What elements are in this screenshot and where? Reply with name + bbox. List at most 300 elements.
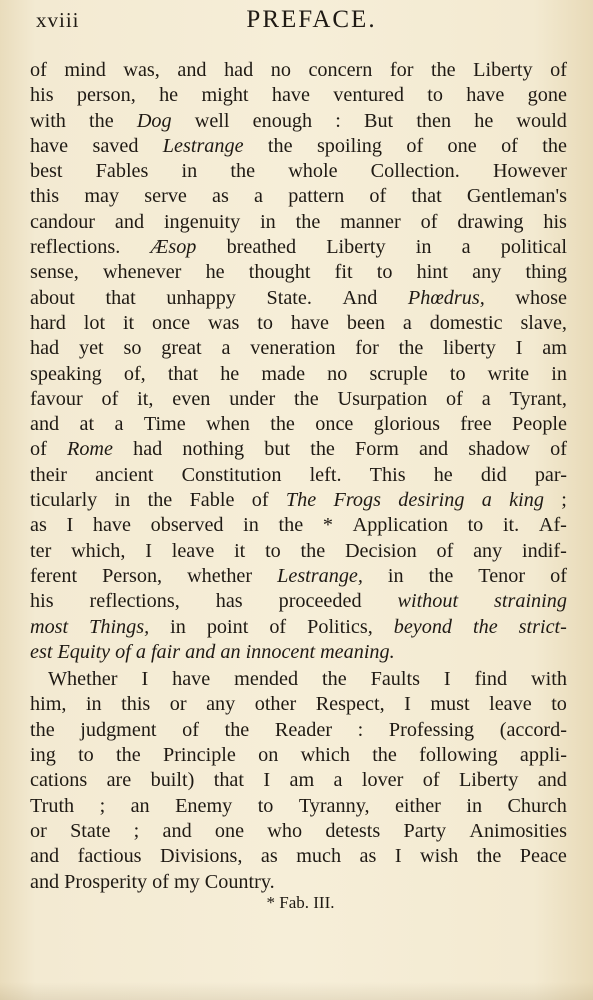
word: the [116,744,141,767]
word: lover [361,769,404,792]
text-line [30,640,567,665]
word: Phœdrus, [407,286,485,309]
word: Things, [89,615,150,638]
body-text [30,58,567,895]
word: enough [252,109,313,132]
word: no [327,362,348,385]
word: one [447,134,477,157]
word: in [243,514,259,537]
text-line [30,412,567,437]
word: I [394,845,402,868]
word: which [300,744,350,767]
text-line [30,311,567,336]
word: ticularly [30,489,98,512]
word: the [322,668,347,691]
word: and [537,769,567,792]
word: However [492,160,567,183]
word: either [394,794,441,817]
word: I [263,769,271,792]
word: then [416,109,452,132]
word: straining [494,590,567,613]
word: made [261,362,306,385]
word: Prosperity [64,870,148,893]
word: whether [187,564,253,587]
word: Form [355,438,399,461]
text-line [30,589,567,614]
word: he [205,261,225,284]
word: Church [507,794,567,817]
word: as [212,185,229,208]
word: with [531,668,567,691]
word: ; [561,489,567,512]
page-header [36,6,557,36]
word: Dog [136,109,172,132]
text-line [30,83,567,108]
word: par- [534,463,567,486]
word: any [473,539,503,562]
word: and [418,438,449,461]
word: leave [171,539,215,562]
word: the [278,514,304,537]
word: Party [403,819,447,842]
word: ingenuity [163,210,241,233]
word: following [419,744,498,767]
word: ferent [30,564,78,587]
word: Tyranny, [298,794,370,817]
word: it [234,539,246,562]
word: the [230,160,256,183]
word: speaking [30,362,102,385]
text-line [30,362,567,387]
word: Respect, [315,693,385,716]
word: find [474,668,508,691]
word: and [30,845,60,868]
word: as [359,845,377,868]
word: factious [77,845,142,868]
word: The [285,489,317,512]
word: to [257,794,274,817]
word: reflections, [89,590,180,613]
word: of [269,615,287,638]
word: the [294,387,319,410]
word: concern [308,59,373,81]
text-line [30,260,567,285]
word: person, [76,84,136,107]
word: Reader [274,718,333,741]
text-line [30,437,567,462]
word: or [169,693,187,716]
text-line [30,184,567,209]
text-line [30,387,567,412]
word: in [466,794,483,817]
word: much [296,845,342,868]
word: I [145,539,152,562]
word: nothing [182,438,245,461]
word: meaning. [320,640,395,663]
text-line [30,513,567,538]
word: Gentleman's [466,185,567,208]
word: But [364,109,394,132]
text-line [30,768,567,793]
word: of [369,185,387,208]
word: once [315,413,354,436]
word: manner [340,210,401,233]
word: pattern [288,185,345,208]
word: proceeded [278,590,362,613]
word: must [430,693,470,716]
word: a [221,337,231,360]
word: and [30,870,60,893]
word: in [170,615,186,638]
word: left. [309,463,342,486]
word: strict- [518,615,567,638]
word: yet [78,337,104,360]
word: State. [266,286,312,309]
word: of, [123,362,146,385]
word: at [79,413,95,436]
word: to [257,311,273,334]
word: shadow [468,438,530,461]
word: with [30,109,66,132]
word: that [213,769,244,792]
word: the [430,59,456,81]
text-line [30,109,567,134]
word: fit [334,261,353,284]
word: domestic [429,311,503,334]
word: beyond [393,615,453,638]
word: mind [64,59,106,81]
word: in [415,236,432,259]
word: had [30,337,60,360]
text-line [30,692,567,717]
word: and [177,59,207,81]
word: been [346,311,385,334]
word: have [271,84,310,107]
word: breathed [226,236,297,259]
text-line [30,615,567,640]
word: even [172,387,211,410]
word: detests [325,819,381,842]
word: Enemy [175,794,233,817]
word: in [551,362,567,385]
word: reflections. [30,236,121,259]
word: their [30,463,67,486]
word: of [30,438,47,461]
word: Constitution [181,463,282,486]
word: one [214,819,245,842]
word: (accord- [499,718,567,741]
word: : [357,718,364,741]
word: whenever [102,261,182,284]
text-line [30,564,567,589]
word: Application [352,514,448,537]
word: an [220,640,241,663]
word: am [542,337,567,360]
word: built) [150,769,195,792]
word: : [335,109,341,132]
text-line [30,870,567,895]
page-edge-shadow [0,982,593,1000]
word: as [30,514,47,537]
word: under [229,387,276,410]
word: the [30,718,55,741]
word: did [480,463,507,486]
word: a [481,387,491,410]
word: desiring [398,489,465,512]
word: best [30,160,63,183]
word: of [101,387,119,410]
word: without [397,590,459,613]
word: that [411,185,442,208]
word: or [30,819,47,842]
word: may [84,185,120,208]
word: to [449,362,466,385]
text-line [30,286,567,311]
text-line [30,235,567,260]
word: Peace [519,845,567,868]
word: Æsop [150,236,197,259]
word: in [181,160,198,183]
word: unhappy [166,286,236,309]
text-line [30,844,567,869]
word: mended [234,668,299,691]
word: to [551,693,567,716]
word: in [85,693,102,716]
word: veneration [250,337,336,360]
word: had [224,59,254,81]
footnote: * Fab. III. [266,893,335,912]
word: appli- [519,744,567,767]
word: Fables [95,160,149,183]
word: in [387,564,404,587]
word: Liberty [458,769,519,792]
word: to [427,84,443,107]
word: him, [30,693,67,716]
word: leave [489,693,532,716]
word: write [487,362,530,385]
word: a [114,413,124,436]
word: he [220,362,240,385]
word: candour [30,210,96,233]
word: his [30,84,54,107]
word: of [115,640,131,663]
word: point [206,615,249,638]
word: hard [30,311,66,334]
word: Person, [102,564,163,587]
word: have [466,84,505,107]
word: Frogs [333,489,381,512]
word: This [369,463,406,486]
word: of [420,210,438,233]
word: of [251,489,269,512]
text-line [30,794,567,819]
word: and [162,819,192,842]
word: Time [143,413,186,436]
word: of [436,539,454,562]
word: gone [527,84,567,107]
word: of [550,438,567,461]
word: of [501,134,518,157]
word: it, [137,387,154,410]
word: he [433,463,453,486]
word: the [476,845,502,868]
word: serve [144,185,187,208]
text-line [30,539,567,564]
word: Tyrant, [509,387,567,410]
word: Fable [189,489,235,512]
word: any [206,693,236,716]
word: that [105,286,136,309]
word: about [30,286,75,309]
word: fair [150,640,181,663]
word: of [406,134,424,157]
word: to [467,514,484,537]
word: had [133,438,163,461]
word: slave, [520,311,567,334]
word: that [167,362,199,385]
word: he [474,109,494,132]
word: Usurpation [337,387,428,410]
word: king [509,489,544,512]
word: for [355,337,379,360]
word: was [208,311,240,334]
word: of [446,387,463,410]
word: Lestrange [162,134,244,157]
word: innocent [245,640,316,663]
word: est [30,640,53,663]
word: People [512,413,567,436]
word: saved [92,134,139,157]
word: a [461,236,471,259]
text-line [30,134,567,159]
word: the [300,539,326,562]
word: as [260,845,278,868]
word: Equity [57,640,111,663]
word: it [122,311,135,334]
word: the [473,615,498,638]
word: his [543,210,567,233]
word: but [264,438,291,461]
word: Divisions, [160,845,243,868]
word: to [265,539,281,562]
word: Liberty [326,236,386,259]
word: * [322,514,333,537]
word: the [270,413,295,436]
word: the [267,134,293,157]
word: most [30,615,69,638]
word: of [550,564,567,587]
word: have [290,311,329,334]
word: Animosities [469,819,567,842]
word: Decision [344,539,417,562]
word: hint [416,261,448,284]
word: wish [420,845,459,868]
word: Professing [388,718,475,741]
word: Truth [30,794,75,817]
word: ter [30,539,52,562]
word: Tenor [478,564,526,587]
word: Lestrange, [277,564,363,587]
word: to [78,744,94,767]
word: who [267,819,303,842]
text-line [30,210,567,235]
word: and [114,210,145,233]
word: and [30,413,60,436]
word: are [106,769,132,792]
word: I [66,514,74,537]
word: might [201,84,249,107]
word: has [215,590,243,613]
word: drawing [457,210,524,233]
word: Faults [370,668,420,691]
word: I [404,693,411,716]
text-line [30,488,567,513]
running-head: PREFACE. [246,6,377,33]
word: a [402,311,412,334]
word: I [443,668,451,691]
word: a [481,489,492,512]
word: of [182,718,199,741]
word: spoiling [316,134,382,157]
word: Liberty [473,59,533,81]
word: judgment [80,718,157,741]
word: for [389,59,414,81]
word: the [89,109,114,132]
word: no [270,59,291,81]
word: the [224,718,250,741]
word: have [172,668,211,691]
word: on [258,744,279,767]
word: indif- [522,539,567,562]
word: when [206,413,250,436]
word: ventured [333,84,404,107]
word: whose [515,286,567,309]
word: thought [248,261,311,284]
word: the [398,337,424,360]
word: a [254,185,264,208]
word: of [550,59,567,81]
text-line [30,58,567,83]
word: other [254,693,297,716]
word: have [92,514,131,537]
word: this [30,185,60,208]
word: ; [133,819,140,842]
text-line [30,667,567,692]
word: Whether [48,668,118,691]
word: Politics, [307,615,373,638]
word: the [295,210,321,233]
word: cations [30,769,88,792]
word: have [30,134,69,157]
word: his [30,590,54,613]
word: so [123,337,142,360]
word: this [121,693,151,716]
word: Principle [162,744,236,767]
text-line [30,463,567,488]
word: in [114,489,131,512]
page-number: xviii [36,8,80,32]
word: the [542,134,567,157]
word: thing [525,261,567,284]
word: glorious [373,413,440,436]
word: the [310,438,335,461]
word: of [152,870,169,893]
text-line [30,159,567,184]
word: am [289,769,315,792]
word: in [260,210,276,233]
word: the [372,744,397,767]
word: a [333,769,343,792]
